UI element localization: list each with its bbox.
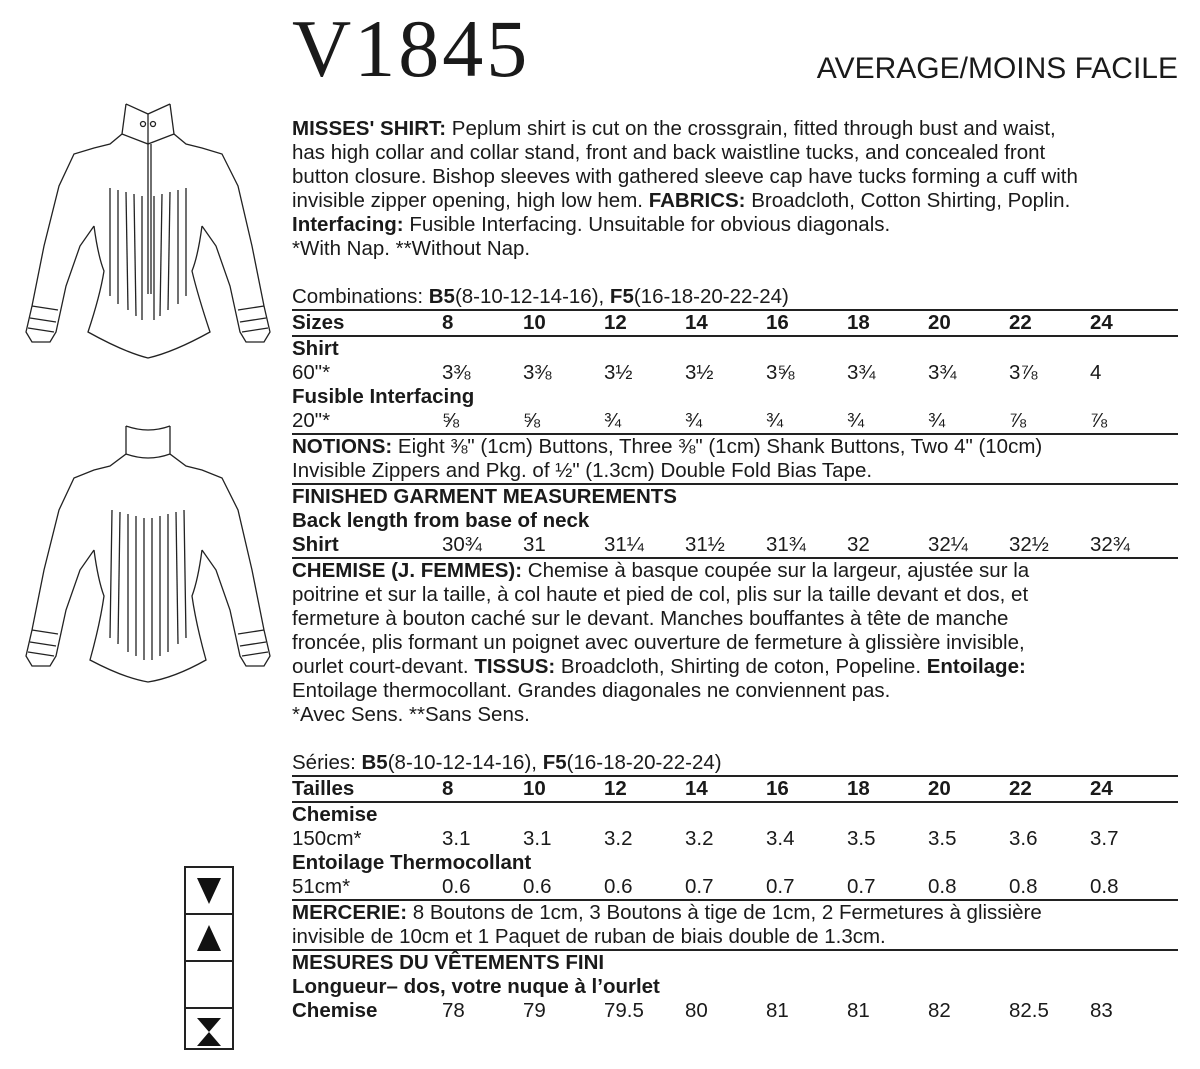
table-cell: 3¾ — [847, 361, 876, 384]
table-cell: 79.5 — [604, 999, 644, 1022]
text-run: Combinations: — [292, 285, 429, 308]
text-run: CHEMISE (J. FEMMES): — [292, 559, 523, 582]
table-cell: 22 — [1009, 777, 1032, 800]
notions — [292, 435, 1178, 483]
shirt-label: Shirt — [292, 337, 339, 360]
mesures-row — [292, 999, 1178, 1023]
longueur-label: Longueur– dos, votre nuque à l’ourlet — [292, 975, 660, 998]
table-cell: Tailles — [292, 777, 355, 800]
table-cell: 32 — [847, 533, 870, 556]
table-cell: 0.7 — [847, 875, 876, 898]
text-run: Entoilage thermocollant. Grandes diagonales ne conviennent pas. — [292, 679, 891, 702]
table-cell: 3.5 — [847, 827, 876, 850]
shirt-yardage-row — [292, 361, 1178, 385]
table-cell: 16 — [766, 777, 789, 800]
desc-text: Fusible Interfacing. Unsuitable for obvious diagonals. — [403, 213, 891, 236]
sizes-row — [292, 311, 1178, 335]
text-run: TISSUS: — [474, 655, 556, 678]
table-cell: 14 — [685, 311, 708, 334]
hourglass-icon — [186, 1009, 232, 1054]
interfacing-label: Fusible Interfacing — [292, 385, 475, 408]
text-run: Chemise à basque coupée sur la largeur, ajustée sur la — [522, 559, 1030, 582]
table-cell: 18 — [847, 311, 870, 334]
chemise-metrage-row — [292, 827, 1178, 851]
table-cell: 60"* — [292, 361, 331, 384]
combinations-line — [292, 285, 1178, 309]
table-cell: ⅞ — [1009, 409, 1027, 432]
entoilage-metrage-row — [292, 875, 1178, 899]
text-run: Invisible Zippers and Pkg. of ½" (1.3cm) Double Fold Bias Tape. — [292, 459, 873, 482]
text-run: B5 — [361, 751, 388, 774]
pattern-info — [292, 117, 1178, 1023]
text-run: (16-18-20-22-24) — [633, 285, 789, 308]
table-cell: Shirt — [292, 533, 339, 556]
table-cell: 82.5 — [1009, 999, 1049, 1022]
table-cell: 82 — [928, 999, 951, 1022]
text-run: Broadcloth, Shirting de coton, Popeline. — [555, 655, 927, 678]
table-cell: 150cm* — [292, 827, 362, 850]
back-length-label: Back length from base of neck — [292, 509, 590, 532]
table-cell: 22 — [1009, 311, 1032, 334]
table-cell: 31¼ — [604, 533, 644, 556]
table-cell: 3⅝ — [766, 361, 795, 384]
text-run: (8-10-12-14-16), — [454, 285, 610, 308]
empty-symbol-cell — [186, 962, 232, 1009]
table-cell: 80 — [685, 999, 708, 1022]
table-cell: 3½ — [604, 361, 633, 384]
table-cell: 3.2 — [604, 827, 633, 850]
table-cell: 4 — [1090, 361, 1102, 384]
table-cell: 0.7 — [685, 875, 714, 898]
table-cell: 31¾ — [766, 533, 806, 556]
table-cell: 0.8 — [928, 875, 957, 898]
table-cell: 3.2 — [685, 827, 714, 850]
table-cell: ¾ — [766, 409, 784, 432]
text-run: invisible de 10cm et 1 Paquet de ruban de biais double de 1.3cm. — [292, 925, 886, 948]
english-description — [292, 117, 1178, 261]
desc-text: Broadcloth, Cotton Shirting, Poplin. — [745, 189, 1071, 212]
table-cell: 32¼ — [928, 533, 968, 556]
tailles-row — [292, 777, 1178, 801]
text-run: Entoilage: — [926, 655, 1026, 678]
table-cell: 18 — [847, 777, 870, 800]
text-run: ourlet court-devant. — [292, 655, 475, 678]
table-cell: 0.7 — [766, 875, 795, 898]
interfacing-yardage-row — [292, 409, 1178, 433]
table-cell: 83 — [1090, 999, 1113, 1022]
table-cell: 78 — [442, 999, 465, 1022]
table-cell: 12 — [604, 777, 627, 800]
text-run: B5 — [428, 285, 455, 308]
fabric-symbol-key — [184, 866, 234, 1050]
table-cell: 3⅞ — [1009, 361, 1038, 384]
table-cell: 81 — [766, 999, 789, 1022]
nap-note: *With Nap. **Without Nap. — [292, 237, 531, 260]
table-cell: 3⅜ — [523, 361, 552, 384]
mercerie — [292, 901, 1178, 949]
text-run: fermeture à bouton caché sur le devant. Manches bouffantes à tête de manche — [292, 607, 1009, 630]
finished-length-row — [292, 533, 1178, 557]
table-cell: 3¾ — [928, 361, 957, 384]
table-cell: ¾ — [928, 409, 946, 432]
table-cell: 3.5 — [928, 827, 957, 850]
desc-text: button closure. Bishop sleeves with gathered sleeve cap have tucks forming a cuff with — [292, 165, 1078, 188]
table-cell: ¾ — [685, 409, 703, 432]
table-cell: 3.1 — [442, 827, 471, 850]
text-run: poitrine et sur la taille, à col haute et pied de col, plis sur la taille devant et dos, et — [292, 583, 1029, 606]
fabrics-heading: FABRICS: — [648, 189, 746, 212]
table-cell: 3.1 — [523, 827, 552, 850]
table-cell: 3½ — [685, 361, 714, 384]
table-cell: 32¾ — [1090, 533, 1130, 556]
entoilage-label: Entoilage Thermocollant — [292, 851, 532, 874]
table-cell: 8 — [442, 311, 454, 334]
down-triangle-icon — [186, 868, 232, 915]
text-run: *Avec Sens. **Sans Sens. — [292, 703, 530, 726]
table-cell: 30¾ — [442, 533, 482, 556]
table-cell: 8 — [442, 777, 454, 800]
desc-text: has high collar and collar stand, front and back waistline tucks, and concealed front — [292, 141, 1046, 164]
table-cell: 0.8 — [1090, 875, 1119, 898]
table-cell: 3.4 — [766, 827, 795, 850]
text-run: froncée, plis formant un poignet avec ouverture de fermeture à glissière invisible, — [292, 631, 1025, 654]
table-cell: ¾ — [604, 409, 622, 432]
text-run: Eight ⅜" (1cm) Buttons, Three ⅜" (1cm) Shank Buttons, Two 4" (10cm) — [392, 435, 1043, 458]
text-run: (16-18-20-22-24) — [566, 751, 722, 774]
text-run: Séries: — [292, 751, 362, 774]
up-triangle-icon — [186, 915, 232, 962]
table-cell: 10 — [523, 777, 546, 800]
french-description — [292, 559, 1178, 727]
table-cell: 20"* — [292, 409, 331, 432]
table-cell: 3.6 — [1009, 827, 1038, 850]
table-cell: 3⅜ — [442, 361, 471, 384]
table-cell: 20 — [928, 311, 951, 334]
desc-text: invisible zipper opening, high low hem. — [292, 189, 649, 212]
pattern-code-title: V1845 — [292, 3, 531, 94]
interfacing-heading: Interfacing: — [292, 213, 404, 236]
desc-heading: MISSES' SHIRT: — [292, 117, 447, 140]
table-cell: Sizes — [292, 311, 345, 334]
table-cell: ⅞ — [1090, 409, 1108, 432]
text-run: 8 Boutons de 1cm, 3 Boutons à tige de 1cm, 2 Fermetures à glissière — [407, 901, 1042, 924]
table-cell: 20 — [928, 777, 951, 800]
table-cell: ¾ — [847, 409, 865, 432]
table-cell: Chemise — [292, 999, 378, 1022]
table-cell: 31½ — [685, 533, 725, 556]
text-run: F5 — [609, 285, 634, 308]
text-run: (8-10-12-14-16), — [387, 751, 543, 774]
series-line — [292, 751, 1178, 775]
table-cell: 0.6 — [604, 875, 633, 898]
desc-text: Peplum shirt is cut on the crossgrain, fitted through bust and waist, — [446, 117, 1056, 140]
text-run: MERCERIE: — [292, 901, 408, 924]
table-cell: 12 — [604, 311, 627, 334]
table-cell: 31 — [523, 533, 546, 556]
text-run: F5 — [542, 751, 567, 774]
table-cell: 3.7 — [1090, 827, 1119, 850]
table-cell: 0.8 — [1009, 875, 1038, 898]
table-cell: 79 — [523, 999, 546, 1022]
table-cell: 16 — [766, 311, 789, 334]
table-cell: ⅝ — [442, 409, 460, 432]
difficulty-label: AVERAGE/MOINS FACILE — [816, 52, 1178, 85]
table-cell: 32½ — [1009, 533, 1049, 556]
table-cell: ⅝ — [523, 409, 541, 432]
back-view-illustration — [14, 424, 282, 694]
table-cell: 24 — [1090, 777, 1113, 800]
table-cell: 0.6 — [523, 875, 552, 898]
mesures-title: MESURES DU VÊTEMENTS FINI — [292, 951, 605, 974]
front-view-illustration — [14, 96, 282, 366]
table-cell: 81 — [847, 999, 870, 1022]
text-run: NOTIONS: — [292, 435, 393, 458]
table-cell: 14 — [685, 777, 708, 800]
table-cell: 24 — [1090, 311, 1113, 334]
table-cell: 0.6 — [442, 875, 471, 898]
chemise-label: Chemise — [292, 803, 378, 826]
table-cell: 51cm* — [292, 875, 351, 898]
finished-measurements-title: FINISHED GARMENT MEASUREMENTS — [292, 485, 677, 508]
table-cell: 10 — [523, 311, 546, 334]
